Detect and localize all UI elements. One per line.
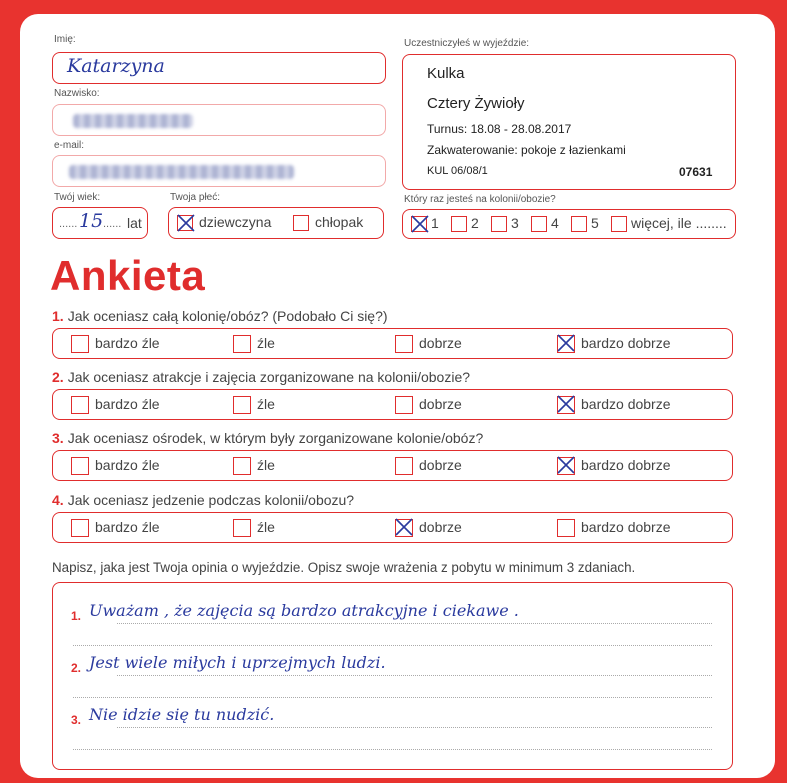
- surname-label: Nazwisko:: [54, 88, 100, 99]
- question-1: 1. Jak oceniasz całą kolonię/obóz? (Podobało Ci się?): [52, 308, 388, 324]
- answer-option[interactable]: źle: [233, 457, 275, 475]
- times-option-1[interactable]: 1: [411, 215, 439, 232]
- checkbox-icon[interactable]: [71, 519, 89, 537]
- email-field[interactable]: [52, 155, 386, 187]
- times-field: [402, 209, 736, 239]
- checkbox-checked-icon[interactable]: [411, 216, 427, 232]
- dotted-line: [73, 645, 712, 646]
- question-3: 3. Jak oceniasz ośrodek, w którym były zorganizowane kolonie/obóz?: [52, 430, 484, 446]
- dotted-line: [117, 675, 712, 676]
- answer-option[interactable]: bardzo źle: [71, 519, 160, 537]
- times-option-3[interactable]: 3: [491, 215, 519, 232]
- times-option-2[interactable]: 2: [451, 215, 479, 232]
- checkbox-icon[interactable]: [71, 457, 89, 475]
- checkbox-icon[interactable]: [233, 519, 251, 537]
- name-value: Katarzyna: [67, 55, 165, 77]
- gender-option-male[interactable]: chłopak: [293, 214, 363, 231]
- checkbox-icon[interactable]: [71, 335, 89, 353]
- gender-option-female[interactable]: dziewczyna: [177, 214, 271, 231]
- answer-option[interactable]: bardzo źle: [71, 396, 160, 414]
- checkbox-icon[interactable]: [233, 396, 251, 414]
- answer-row-1: [52, 328, 733, 359]
- trip-info-box: [402, 54, 736, 190]
- answer-option[interactable]: bardzo dobrze: [557, 396, 671, 414]
- times-option-5[interactable]: 5: [571, 215, 599, 232]
- trip-label: Uczestniczyłeś w wyjeździe:: [404, 38, 530, 49]
- name-field[interactable]: [52, 52, 386, 84]
- answer-option[interactable]: dobrze: [395, 335, 462, 353]
- trip-accommodation: Zakwaterowanie: pokoje z łazienkami: [427, 143, 626, 157]
- times-option-4[interactable]: 4: [531, 215, 559, 232]
- times-label: Który raz jesteś na kolonii/obozie?: [404, 194, 556, 205]
- checkbox-icon[interactable]: [233, 335, 251, 353]
- opinion-line-text: Nie idzie się tu nudzić.: [89, 705, 275, 724]
- page-title: Ankieta: [50, 252, 206, 299]
- opinion-prompt: Napisz, jaka jest Twoja opinia o wyjeździe. Opisz swoje wrażenia z pobytu w minimum 3 zdaniach.: [52, 560, 636, 575]
- answer-option[interactable]: dobrze: [395, 519, 462, 537]
- age-value: 15: [79, 210, 104, 232]
- checkbox-icon[interactable]: [71, 396, 89, 414]
- answer-option[interactable]: bardzo dobrze: [557, 519, 671, 537]
- answer-option[interactable]: bardzo dobrze: [557, 335, 671, 353]
- checkbox-icon[interactable]: [395, 335, 413, 353]
- dotted-line: [117, 727, 712, 728]
- question-2: 2. Jak oceniasz atrakcje i zajęcia zorganizowane na kolonii/obozie?: [52, 369, 471, 385]
- redacted-surname: [73, 114, 193, 128]
- checkbox-checked-icon[interactable]: [557, 335, 575, 353]
- dotted-line: [73, 749, 712, 750]
- trip-line-1: Kulka: [427, 65, 465, 82]
- checkbox-icon[interactable]: [557, 519, 575, 537]
- checkbox-icon[interactable]: [531, 216, 547, 232]
- answer-option[interactable]: bardzo źle: [71, 335, 160, 353]
- checkbox-icon[interactable]: [293, 215, 309, 231]
- answer-option[interactable]: dobrze: [395, 457, 462, 475]
- checkbox-icon[interactable]: [451, 216, 467, 232]
- age-unit: lat: [127, 215, 142, 231]
- checkbox-icon[interactable]: [233, 457, 251, 475]
- email-label: e-mail:: [54, 140, 85, 151]
- checkbox-checked-icon[interactable]: [177, 215, 193, 231]
- name-label: Imię:: [54, 34, 76, 45]
- surname-field[interactable]: [52, 104, 386, 136]
- opinion-line-text: Jest wiele miłych i uprzejmych ludzi.: [89, 653, 386, 672]
- dotted-line: [117, 623, 712, 624]
- age-label: Twój wiek:: [54, 192, 101, 203]
- redacted-email: [69, 165, 294, 179]
- answer-row-3: [52, 450, 733, 481]
- checkbox-icon[interactable]: [491, 216, 507, 232]
- answer-option[interactable]: bardzo dobrze: [557, 457, 671, 475]
- checkbox-checked-icon[interactable]: [557, 396, 575, 414]
- trip-turnus: Turnus: 18.08 - 28.08.2017: [427, 122, 572, 136]
- checkbox-icon[interactable]: [571, 216, 587, 232]
- checkbox-checked-icon[interactable]: [557, 457, 575, 475]
- checkbox-icon[interactable]: [611, 216, 627, 232]
- checkbox-icon[interactable]: [395, 396, 413, 414]
- checkbox-checked-icon[interactable]: [395, 519, 413, 537]
- opinion-line-number: 1.: [71, 609, 82, 623]
- survey-sheet: [20, 14, 775, 778]
- trip-line-2: Cztery Żywioły: [427, 95, 525, 112]
- answer-option[interactable]: źle: [233, 396, 275, 414]
- answer-row-2: [52, 389, 733, 420]
- answer-row-4: [52, 512, 733, 543]
- trip-number: 07631: [679, 165, 713, 179]
- gender-field: [168, 207, 384, 239]
- checkbox-icon[interactable]: [395, 457, 413, 475]
- gender-label: Twoja płeć:: [170, 192, 221, 203]
- answer-option[interactable]: źle: [233, 335, 275, 353]
- age-field[interactable]: ...... 15 ...... lat: [52, 207, 148, 239]
- opinion-line-number: 2.: [71, 661, 82, 675]
- answer-option[interactable]: bardzo źle: [71, 457, 160, 475]
- question-4: 4. Jak oceniasz jedzenie podczas kolonii/obozu?: [52, 492, 355, 508]
- opinion-field[interactable]: [52, 582, 733, 770]
- opinion-line-text: Uważam , że zajęcia są bardzo atrakcyjne i ciekawe .: [89, 601, 519, 620]
- times-option-6[interactable]: więcej, ile ........: [611, 215, 727, 232]
- answer-option[interactable]: dobrze: [395, 396, 462, 414]
- dotted-line: [73, 697, 712, 698]
- answer-option[interactable]: źle: [233, 519, 275, 537]
- opinion-line-number: 3.: [71, 713, 82, 727]
- trip-code: KUL 06/08/1: [427, 165, 488, 177]
